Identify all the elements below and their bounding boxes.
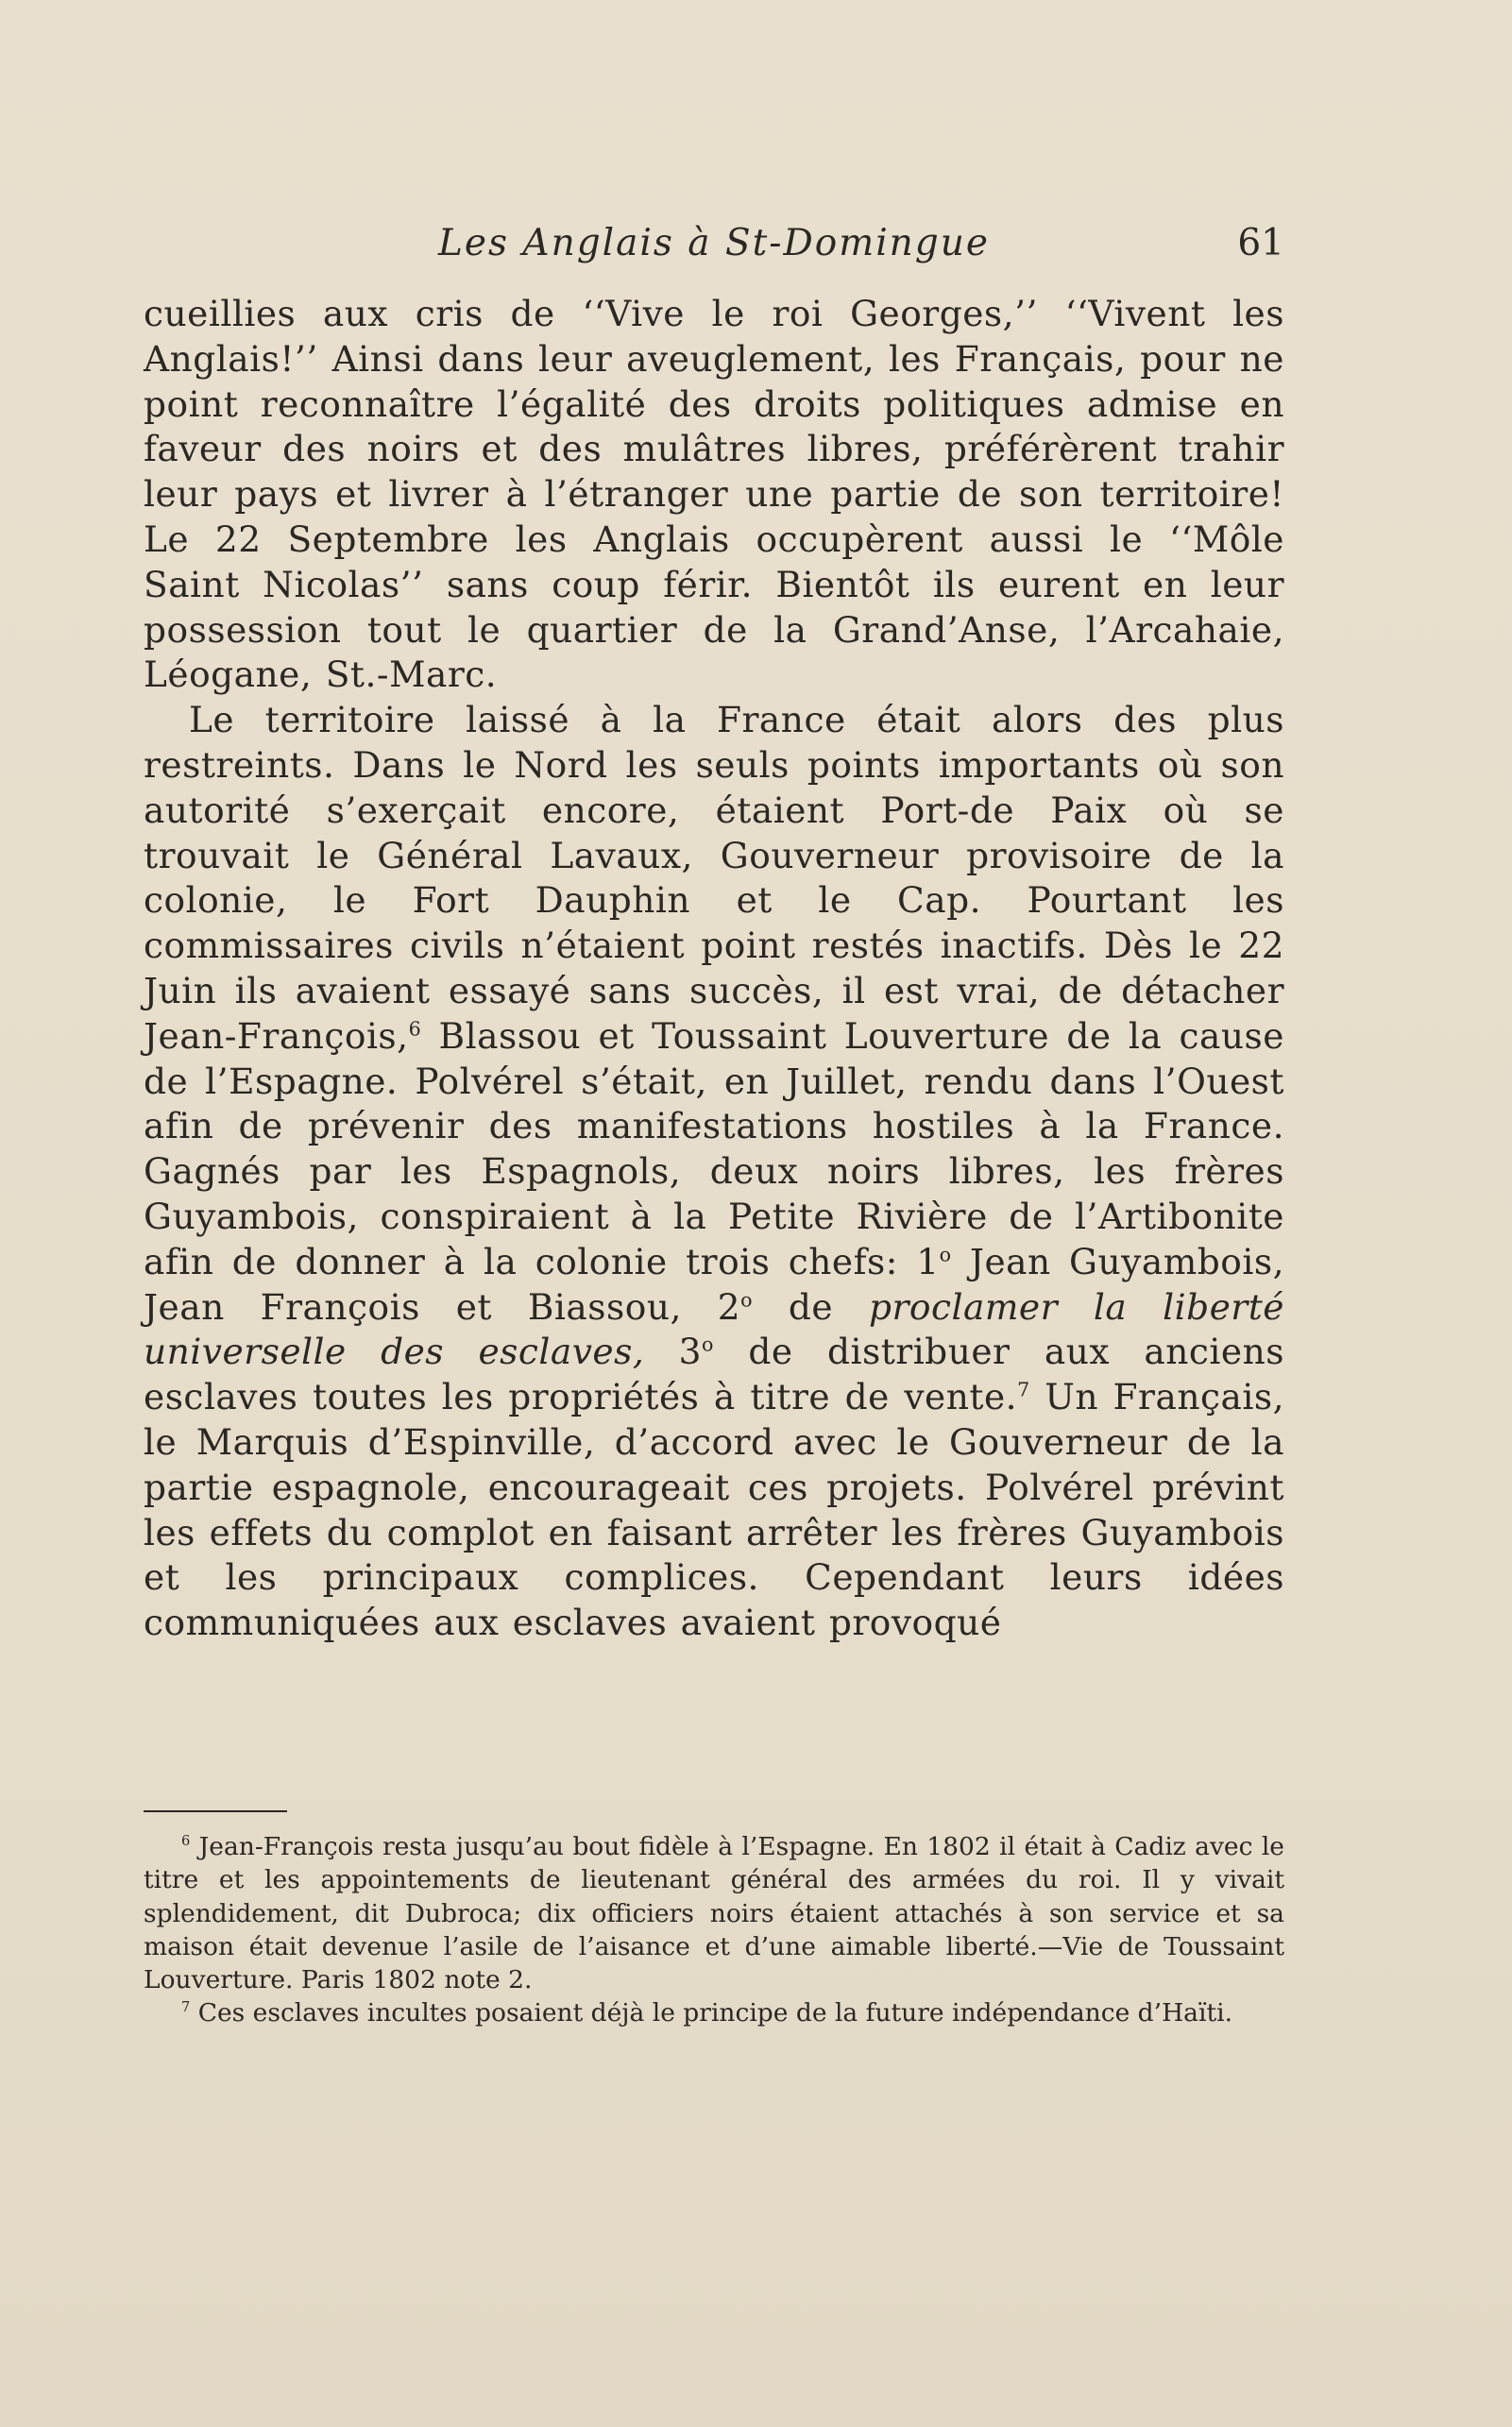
footnote-ref: 7 xyxy=(1017,1378,1030,1401)
footnote-ref: 6 xyxy=(408,1017,422,1041)
running-title: Les Anglais à St-Domingue xyxy=(438,222,990,264)
paragraph-text: de xyxy=(753,1285,869,1328)
body-text xyxy=(144,292,1284,1646)
footnote-divider xyxy=(144,1810,287,1812)
italic-text: proclamer la liberté universelle des esclaves, xyxy=(144,1285,1284,1373)
footnote-text: Jean-François resta jusqu’au bout fidèle à l’Espagne. En 1802 il était à Cadiz avec le titre et les appointements de lieutenant général des armées du roi. Il y vivait splendidement, dit Dubroca; dix officiers noirs étaient attachés à son service et sa maison était devenue l’asile de l’aisance et d’une aimable liberté.—Vie de Toussaint Louverture. Paris 1802 note 2. xyxy=(144,1832,1284,1995)
paragraph-text: Blassou et Toussaint Louverture de la cause de l’Espagne. Polvérel s’était, en Juillet, rendu dans l’Ouest afin de prévenir des manifestations hostiles à la France. Gagnés par les Espagnols, deux noirs libres, les frères Guyambois, conspiraient à la Petite Rivière de l’Artibonite afin de donner à la colonie trois chefs: 1 xyxy=(144,1014,1284,1282)
page-header xyxy=(144,219,1284,276)
footnote-marker: 7 xyxy=(181,1999,191,2016)
paragraph-text: cueillies aux cris de ‘‘Vive le roi Georges,’’ ‘‘Vivent les Anglais!’’ Ainsi dans leur aveuglement, les Français, pour ne point reconnaître l’égalité des droits politiques admise en faveur des noirs et des mulâtres libres, préférèrent trahir leur pays et livrer à l’étranger une partie de son territoire! Le 22 Septembre les Anglais occupèrent aussi le ‘‘Môle Saint Nicolas’’ sans coup férir. Bientôt ils eurent en leur possession tout le quartier de la Grand’Anse, l’Arcahaie, Léogane, St.-Marc. xyxy=(144,293,1284,696)
footnotes xyxy=(144,1830,1284,2030)
page-number: 61 xyxy=(1237,222,1284,264)
ordinal-mark: o xyxy=(740,1288,754,1312)
footnote-7 xyxy=(144,1996,1284,2029)
paragraph-text: de distribuer aux anciens esclaves toutes les propriétés à titre de vente. xyxy=(144,1331,1284,1418)
ordinal-mark: o xyxy=(939,1243,952,1266)
paragraph-text: 3 xyxy=(644,1331,703,1373)
paragraph xyxy=(144,292,1284,698)
paragraph-text: Le territoire laissé à la France était alors des plus restreints. Dans le Nord les seuls points importants où son autorité s’exerçait encore, étaient Port-de Paix où se trouvait le Général Lavaux, Gouverneur provisoire de la colonie, le Fort Dauphin et le Cap. Pourtant les commissaires civils n’étaient point restés inactifs. Dès le 22 Juin ils avaient essayé sans succès, il est vrai, de détacher Jean-François, xyxy=(144,699,1284,1057)
ordinal-mark: o xyxy=(702,1332,714,1356)
paragraph-text: Un Français, le Marquis d’Espinville, d’accord avec le Gouverneur de la partie espagnole, encourageait ces projets. Polvérel prévint les effets du complot en faisant arrêter les frères Guyambois et les principaux complices. Cependant leurs idées communiquées aux esclaves avaient provoqué xyxy=(144,1376,1284,1644)
paragraph xyxy=(144,698,1284,1646)
footnote-text: Ces esclaves incultes posaient déjà le principe de la future indépendance d’Haïti. xyxy=(190,1998,1233,2028)
paragraph-text: Jean Guyambois, Jean François et Biassou, 2 xyxy=(144,1240,1284,1328)
footnote-6 xyxy=(144,1830,1284,1996)
footnote-marker: 6 xyxy=(181,1833,191,1850)
